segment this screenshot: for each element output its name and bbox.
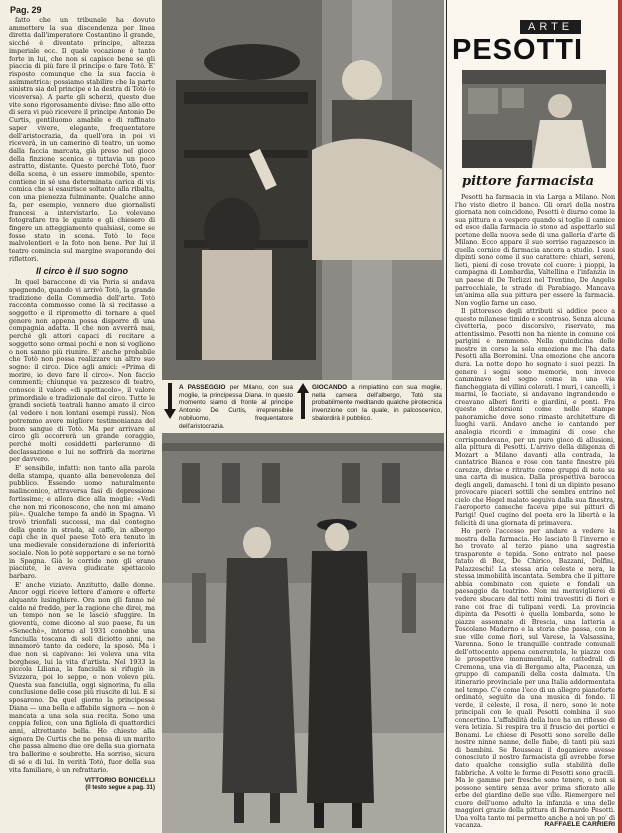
caption-walking [179,384,293,430]
left-paragraph: In quel baraccone di via Poria si andava spegnendo, quando vi arrivò Totò, la grande tradizione della Commedia dell'arte. Totò racconta commosso come là si recitasse a soggetto e il riprometto di tornare a quel genere non appena possa disporre di una compagnia adatta. Il che non avverrà mai, perché gli attori capaci di recitare a soggetto sono ormai pochi e non si vogliono o non sanno più riunire. E' anche probabile che Totò non possa realizzare un altro suo sogno: il circo. Dice agli amici: «Prima di morire, io devo fare il circo». Non faccio commenti; chiunque va pazzesco di teatro, conosce il valore «di spettacolo», il valore primordiale e tradizionale del circo. Tutte le grandi società teatrali hanno amato il circo (al vedere i non lontani esempi russi). Non potremmo avere migliore testimonianza del buon sangue di Totò. Ma per arrivare al circo gli occorrerà un grande coraggio, perché molti cosiddetti parleranno di declassazione e lui ne soffrirà da morirne per davvero. [9,278,155,464]
left-paragraph: E' anche viziato. Anzitutto, dalle donne. Ancor oggi riceve lettere d'amore e offerte alquanto lusinghiere. Ora non gli fanno né caldo né freddo, per la ragione che direi, ma un tempo non se le lasciò sfuggire. In gioventù, come dicono al suo paese, fu un «Senechè», intorno al 1931 conobbe una fanciulla toscana di soli diciotto anni, ne innamorò tanto da cedere, la sposò. Ma i due non si capivano: lei voleva una vita borghese, lui la vita d'artista. Nel 1933 la piccola Liliana, la fanciulla si rifugiò in Svizzera, poi lo seppe, e non volevo più. Questa sua fanciulla, oggi signorina, fu alla conclusione delle cose più riuscite di lui. E si sposarono. Da quel giorno la principessa Diana — una bella e affabile signora — non è mancata a una sola sua recita. Sono una coppia felice, con una figliola di quattordici anni, altrettanto bella. Ho chiesto alla signora De Curtis che ne pensa di un marito che passa almeno due ore della sua giornata tra ballerine e soubrette. Ha sorriso, sicura di sé e di lui. In verità Totò, fuor della sua vita familiare, è un refrattario. [9,580,155,774]
photo-portrait-pesotti-image [462,70,606,168]
left-signature: VITTORIO BONICELLI [84,777,155,785]
arrow-down-icon [164,383,176,419]
left-continuation-note: (Il testo segue a pag. 31) [85,784,155,791]
right-paragraph: Pesotti ha farmacia in via Larga a Milano. Non l'ho visto dietro il banco. Gli orari della nostra giornata non coincidono, Pesotti è diurno come la sua pittura e a vespero quando si toglie il camice ed esce dalla farmacia io stono ad aspettarlo sul portone della nuova sede di una galleria d'arte di Milano. Ecco appare il suo sorriso ragazzesco in quella cornice di farmacia ancora a studio. I suoi dipinti sono come il suo carattere: chiari, sereni, lieti, pieni di cose trovate col cuore: i pioppi, la campagna di Lombardia, Valtellina e l'infanzia in un paese di De Terlizzi nel Trentino, De Angelis parrocchiale, le strade di Parabiago. Mancava un'anima alla sua pittura per essere la farmacia. Non voglio farne un caso. [455,194,615,307]
right-paragraph: Il pittoresco degli attributi si addice poco a questo milanese timido e scontroso. Senza alcuna civetteria, poco discorsivo, riservato, ma attentissimo. Pesotti non ha niente in comune coi parigini e nemmeno. Nella quindicina delle mostre in corso la sola emozione me l'ha data Pesotti alla Borromini. Una emozione che ancora dura. La notte dopo ho sognato i suoi pezzi. In genere i sogni sono memorie, non invece camminavo nel sogno come in una via fiancheggiata di villini colorati. I muri, i cancelli, i marmi, le facciate, si andavano ingrandendo e creavano alberi fioriti e giardini, e ponti. Fra queste distorsioni come nelle stampe panoramiche dove sono rimaste architetture di luoghi varii. Andavo anche io cantando per analogia ricordi e immagini di cose che corrispondevano, per un puro gioco di allusioni, alla pittura di Pesotti. L'arrivo della diligenza di Mozart a Milano davanti alla contrada, la cantatrice Bianca e rose con tante finestre più carezze, divise e ritratte come gruppi di note su una carta di musica. Dalla prospettiva barocca degli angeli, damaschi. I toni di un dipinto pesano provocare piaceri sottili che sembra entrino nel cielo che Hegel malato seguiva dalla sua finestra, l'aeroporto cameche faceva pipe sui pitturi di Parigi! Quel cugino del poeta ero la libertà e la felicità di una giornata di primavera. [455,308,615,527]
caption-playing-text: a rimpiattino con sua moglie, nella camera dell'albergo, Totò sta probabilmente meditando qualche pirotecnica invenzione con la quale, in palcoscenico, sbalordirà il pubblico. [312,384,442,422]
right-signature: RAFFAELE CARRIERI [544,821,615,828]
article-title: PESOTTI [452,34,584,66]
caption-playing [312,384,442,423]
caption-playing-lead: GIOCANDO [312,384,348,391]
caption-walking-text: per Milano, con sua moglie, la principessa Diana. In questo momento siamo di fronte al principe Antonio De Curtis, irreprensibile nobiluomo, frequentatore dell'aristocrazia. [179,384,293,430]
right-paragraph: Ho però l'accesso per andare a vedere la mostra della farmacia. Ho lasciato lì l'inverno e ho trovato al terzo piano una sagrestia trasparente e tepida. Sono entrato nel paese fatato di Boz, De Chirico, Bazzani, Dolfini, Palazzeschi! La stessa aria celeste e nera, la stessa immobilità incantata. Sembra che il pittore abbia combinato con quiete e fondali un paesaggio da teatrino. Non mi meraviglierei di vedere sbucare dal tetti mini travestiti di fiori e rane coi frac di tulipani verdi. La provincia dipinta da Pesotti è quella lombarda, sono le piazze assonnate di Brescia, una latteria a Toscolano Maderno e la storia che passa, con le sue ville come fiori, sul Varese, la Valsassina, Varenna. Sono le tranquille contrade comunali dell'ottocento appena cenerentola, le piazze con le prospettive monumentali, le cattedrali di Cremona, una via di Bergamo alta, Piacenza, un gruppo di campanili della costa dalmata. Un itinerario provinciale per una Italia addormentata nel tempo. C'è come l'eco di un allegro pianoforte ordinato, seguito da una musica di fondo. Il verde, il celeste, il rosa, il nero, sono le note principali con le quali Pesotti combina il suo concertino. L'affabilità della luce ha un riflesso di vera letizia. Si respira tra il fruscio dei portici e Bonami. Le chiese di Pesotti sono sorelle delle nostre ninne nanne, delle fiabe, di tanti più sazi di bambini. Se Rousseau il doganiere avesse conosciuto il nostro farmacista gli avrebbe forse dato qualche consiglio sulla stabilità delle fabbriche. A volte le forme di Pesotti sono gracili. Ma le gamme per fresche sono tenere, e non si possono sentire senza aver prima sfiorato alle erbe del giardino delle sue ville. Riemergere nel cuore dell'uomo adulto la infanzia e una delle maggiori grazie della pittura di Bernardo Pesotti. Una volta tanto mi permetto anche a noi un po' di vacanza. [455,528,615,830]
left-paragraph: E' sensibile, infatti: non tanto alla parola della stampa, quanto alla benevolenza del pubblico. Essendo uomo naturalmente malinconico, attraversa fasi di depressione fortissime; e allora dice alla moglie: «Vedi che non mi riconoscono, che non mi amano più». Qualche tempo fa andò in Spagna. Vi trovò trionfali successi, ma dal contegno della gente in strada, al caffè, in albergo capì che in quel paese Totò era tenuto in una medievale considerazione di inferiorità sociale. Non lo potè sopportare e se ne tornò in Spagna. Già le corride non gli erano piaciute, le aveva giudicate spettacolo barbaro. [9,464,156,580]
red-edge-strip [618,0,622,833]
article-subtitle: pittore farmacista [462,174,594,189]
left-paragraph: fatto che un tribunale ha dovuto ammettere la sua discendenza per linea diretta dall'imperatore Costantino il grande, sicché è diventato principe, altezza imperiale ecc. Il quale vocazione è tanto forte in lui, che non si capisce bene se gli piaccia di più fare il principe o fare Totò. E' risposto comunque che la sua faccia è asimmetrica: possiamo stabilire che la parte sinistra sia del principe e la destra di Totò (o viceversa). A parte gli scherzi, questo due vite sono rigorosamente divise: fino alle otto di sera vi può ricevere il principe Antonio De Curtis, gentiluomo amabile e di raffinato saper vivere, elegante, frequentatore dell'aristocrazia, da quell'ora in poi vi riceverà, in un camerino di teatro, un uomo dalla faccia marcata, già preso nel gioco della finzione scenica e tuttavia un poco astratto, distante. Questo perché Totò, fuor della scena, è un essere immobile, spento: contiene in sé una determinata carica di vis comica che si esaurisce soltanto alla ribalta, con una pienezza fulminante. Qualche anno fa, per esempio, vennero due giornalisti francesi a intervistarlo. Lo volevano fotografare tra le quinte e gli chiesero di fingere un atteggiamento qualsiasi, come se fosse stato in scena. Totò lo fece malvolentieri e la foto non bene. Per lui il teatro comincia sul margine svaporando dei riflettori. [9,16,155,263]
article-kicker: ARTE [520,20,581,34]
photo-street-walk [162,433,444,833]
photo-hotel-room [162,0,444,380]
arrow-up-icon [297,383,309,419]
photo-hotel-room-image [162,0,444,380]
page-number: Pag. 29 [10,5,42,15]
photo-portrait-pesotti [462,70,606,168]
left-subhead: Il circo è il suo sogno [35,265,129,276]
left-article-column [9,17,155,829]
caption-walking-lead: A PASSEGGIO [179,384,226,391]
photo-street-walk-image [162,433,444,833]
right-column-rule [446,0,447,833]
